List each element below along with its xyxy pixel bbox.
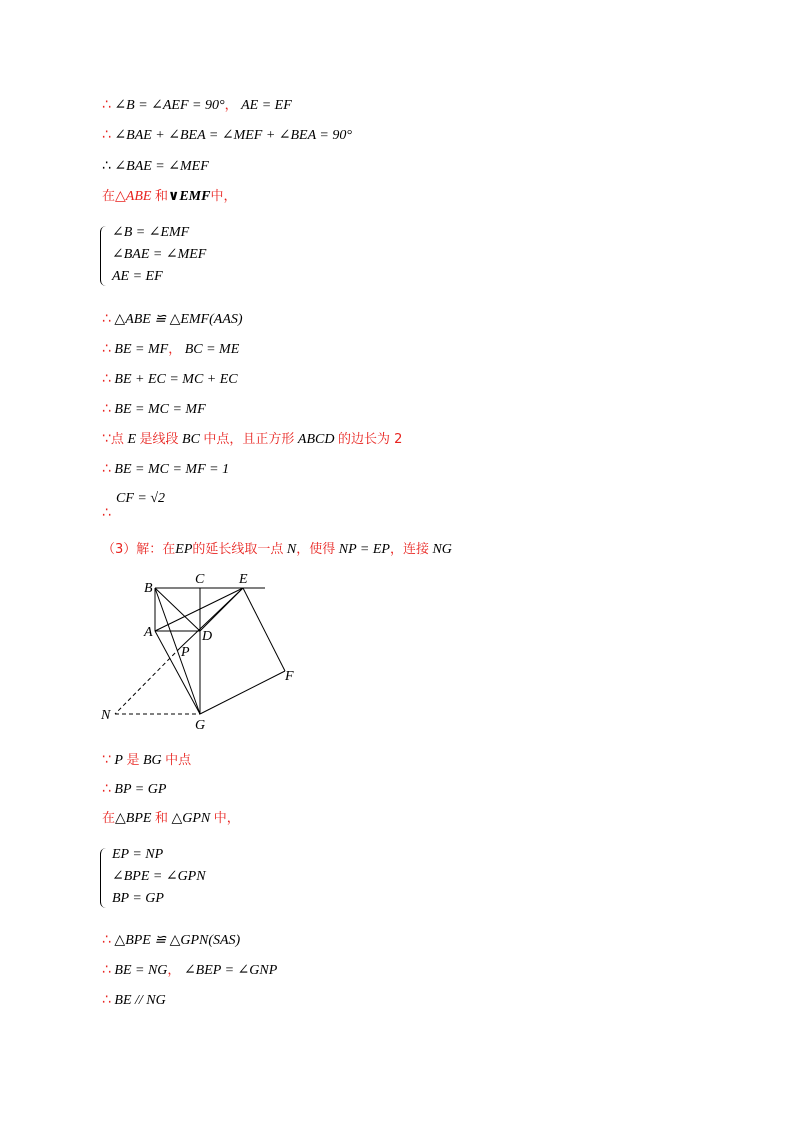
segment-ag: [155, 631, 200, 714]
label-n: N: [101, 708, 111, 723]
step-be-mf: ∴ BE = MF， BC = ME: [102, 341, 240, 357]
part3-intro: （3）解：在EP的延长线取一点 N，使得 NP = EP，连接 NG: [102, 542, 452, 557]
step-be-mc-mf: ∴ BE = MC = MF: [102, 401, 206, 417]
system-brace-2: [100, 848, 107, 908]
system1-row-2: ∠BAE = ∠MEF: [112, 247, 207, 262]
label-e: E: [239, 572, 248, 587]
step-triangles-intro: 在△ABE 和∨EMF中，: [102, 189, 237, 204]
step-angle-sum: ∴ ∠BAE + ∠BEA = ∠MEF + ∠BEA = 90°: [102, 127, 352, 143]
segment-bd: [155, 588, 200, 631]
label-f: F: [285, 669, 294, 684]
step-p-midpoint: ∵ P 是 BG 中点: [102, 752, 192, 768]
step-bp-gp: ∴ BP = GP: [102, 781, 167, 797]
system2-row-3: BP = GP: [112, 891, 164, 906]
step-values-one: ∴ BE = MC = MF = 1: [102, 461, 230, 477]
step-angle-bae-mef: ∴ ∠BAE = ∠MEF: [102, 158, 209, 174]
segment-fg: [200, 671, 285, 714]
system1-row-1: ∠B = ∠EMF: [112, 225, 190, 240]
geometry-figure: [95, 568, 305, 738]
step-be-ng: ∴ BE = NG， ∠BEP = ∠GNP: [102, 962, 278, 978]
step-congruent-sas: ∴ △BPE ≌ △GPN(SAS): [102, 932, 241, 948]
label-d: D: [202, 629, 213, 644]
system2-row-1: EP = NP: [112, 847, 164, 862]
label-a: A: [144, 625, 153, 640]
system2-row-2: ∠BPE = ∠GPN: [112, 869, 206, 884]
segment-ef: [243, 588, 285, 671]
step-midpoint-given: ∵点 E 是线段 BC 中点，且正方形 ABCD 的边长为 2: [102, 431, 403, 447]
segment-ae: [155, 588, 243, 631]
step-cf-result: CF = √2: [116, 491, 166, 506]
label-g: G: [195, 718, 206, 733]
step-triangles-intro-2: 在△BPE 和 △GPN 中，: [102, 811, 240, 826]
label-b: B: [144, 581, 153, 596]
system1-row-3: AE = EF: [112, 269, 163, 284]
step-sum-ec: ∴ BE + EC = MC + EC: [102, 371, 238, 387]
segment-pn-dashed: [115, 648, 180, 714]
label-p: P: [181, 645, 190, 660]
label-c: C: [195, 572, 205, 587]
therefore-symbol-cf: ∴: [102, 505, 111, 521]
step-angles-equal: ∴ ∠B = ∠AEF = 90°， AE = EF: [102, 97, 292, 113]
step-congruent-aas: ∴ △ABE ≌ △EMF(AAS): [102, 311, 243, 327]
system-brace-1: [100, 226, 107, 286]
step-be-parallel-ng: ∴ BE // NG: [102, 992, 166, 1008]
